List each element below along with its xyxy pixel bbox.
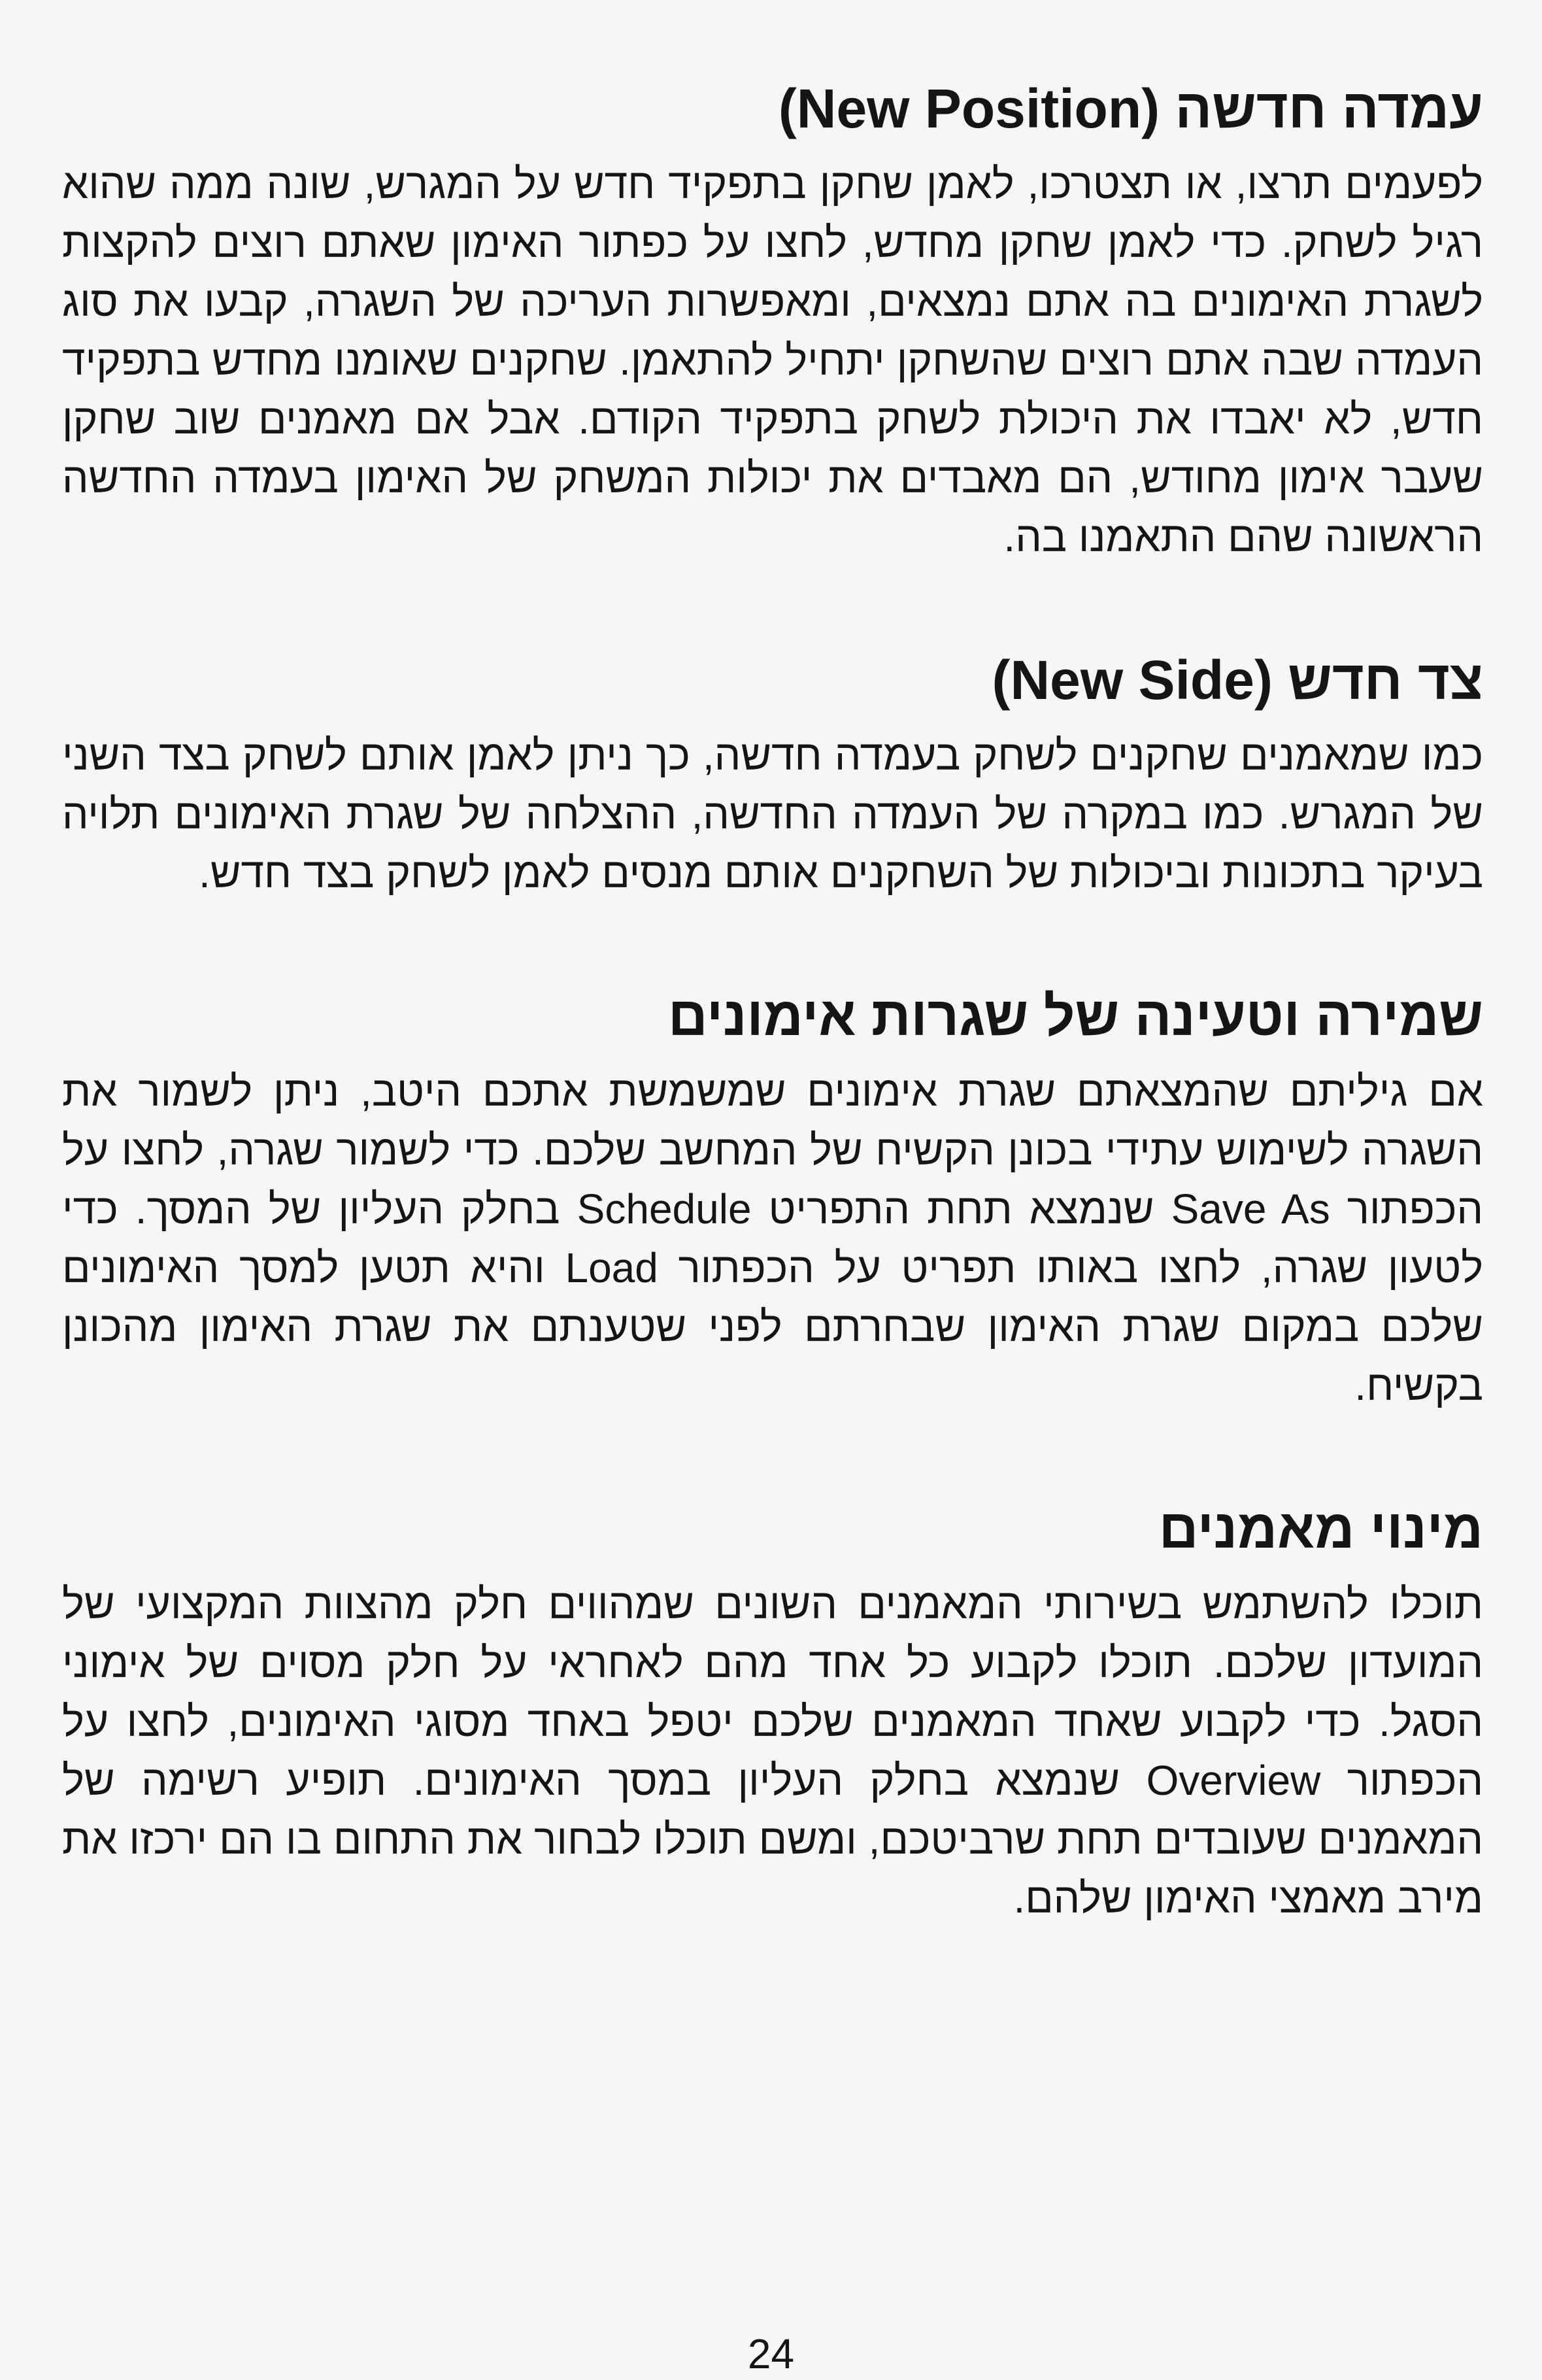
- section-paragraph: לפעמים תרצו, או תצטרכו, לאמן שחקן בתפקיד חדש על המגרש, שונה ממה שהוא רגיל לשחק. כדי לאמן שחקן מחדש, לחצו על כפתור האימון שאתם רוצים להקצות לשגרת האימונים בה אתם נמצאים, ומאפשרות העריכה של השגרה, קבעו את סוג העמדה שבה אתם רוצים שהשחקן יתחיל להתאמן. שחקנים שאומנו מחדש בתפקיד חדש, לא יאבדו את היכולת לשחק בתפקיד הקודם. אבל אם מאמנים שוב שחקן שעבר אימון מחודש, הם מאבדים את יכולות המשחק של האימון בעמדה החדשה הראשונה שהם התאמנו בה.: [62, 160, 1483, 560]
- page-number: 24: [747, 2330, 795, 2377]
- section-appoint-coaches: [62, 1492, 1483, 1928]
- section-title-hebrew: צד חדש: [1288, 649, 1483, 711]
- section-new-position: [62, 72, 1483, 566]
- section-paragraph: כמו שמאמנים שחקנים לשחק בעמדה חדשה, כך ניתן לאמן אותם לשחק בצד השני של המגרש. כמו במקרה של העמדה החדשה, ההצלחה של שגרת האימונים תלויה בעיקר בתכונות וביכולות של השחקנים אותם מנסים לאמן לשחק בצד חדש.: [62, 732, 1483, 896]
- section-title-hebrew: עמדה חדשה: [1175, 78, 1483, 139]
- section-title: [62, 643, 1483, 717]
- section-title: [62, 1492, 1483, 1565]
- section-paragraph: תוכלו להשתמש בשירותי המאמנים השונים שמהווים חלק מהצוות המקצועי של המועדון שלכם. תוכלו לקבוע כל אחד מהם לאחראי על חלק מסוים של אימוני הסגל. כדי לקבוע שאחד המאמנים שלכם יטפל באחד מסוגי האימונים, לחצו על הכפתור Overview שנמצא בחלק העליון במסך האימונים. תופיע רשימה של המאמנים שעובדים תחת שרביטכם, ומשם תוכלו לבחור את התחום בו הם ירכזו את מירב מאמצי האימון שלהם.: [62, 1580, 1484, 1922]
- section-title-hebrew: שמירה וטעינה של שגרות אימונים: [668, 985, 1483, 1047]
- section-new-side: [62, 643, 1483, 902]
- section-title-hebrew: מינוי מאמנים: [1158, 1498, 1483, 1559]
- section-title: [62, 979, 1483, 1053]
- section-save-load-schedules: [62, 979, 1483, 1415]
- section-title: [62, 72, 1483, 145]
- section-title-latin: (New Side): [992, 649, 1273, 711]
- section-title-latin: (New Position): [778, 78, 1160, 139]
- section-paragraph: אם גיליתם שהמצאתם שגרת אימונים שמשמשת אתכם היטב, ניתן לשמור את השגרה לשימוש עתידי בכונן הקשיח של המחשב שלכם. כדי לשמור שגרה, לחצו על הכפתור Save As שנמצא תחת התפריט Schedule בחלק העליון של המסך. כדי לטעון שגרה, לחצו באותו תפריט על הכפתור Load והיא תטען למסך האימונים שלכם במקום שגרת האימון שבחרתם לפני שטענתם את שגרת האימון מהכונן בקשיח.: [62, 1068, 1484, 1409]
